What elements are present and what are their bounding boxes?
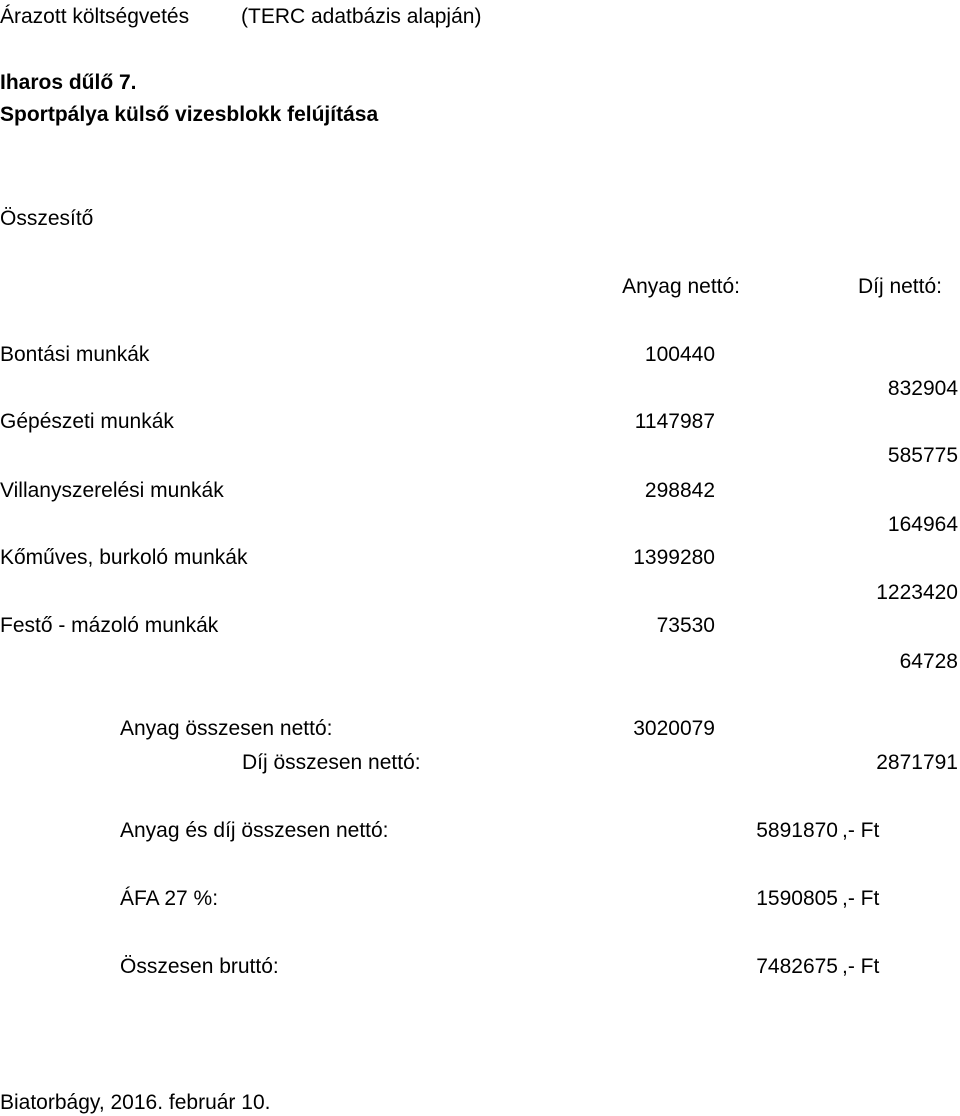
gross-total-value: 7482675	[756, 955, 838, 978]
vat-label: ÁFA 27 %:	[120, 887, 219, 910]
row-labor-value: 1223420	[876, 581, 958, 604]
row-material-value: 1147987	[634, 410, 715, 433]
row-label: Gépészeti munkák	[0, 410, 174, 433]
gross-total-label: Összesen bruttó:	[120, 955, 279, 978]
row-material-value: 298842	[644, 479, 715, 502]
row-label: Festő - mázoló munkák	[0, 614, 219, 637]
material-total-label: Anyag összesen nettó:	[120, 717, 333, 740]
row-label: Bontási munkák	[0, 343, 150, 366]
net-total-label: Anyag és díj összesen nettó:	[120, 819, 389, 842]
currency-suffix: ,- Ft	[842, 955, 880, 978]
document-title: Árazott költségvetés	[0, 5, 190, 28]
row-label: Villanyszerelési munkák	[0, 479, 224, 502]
row-material-value: 1399280	[633, 546, 715, 569]
vat-value: 1590805	[756, 887, 838, 910]
row-labor-value: 585775	[887, 444, 958, 467]
row-label: Kőműves, burkoló munkák	[0, 546, 248, 569]
source-note: (TERC adatbázis alapján)	[241, 5, 482, 28]
currency-suffix: ,- Ft	[842, 887, 880, 910]
row-material-value: 73530	[656, 614, 715, 637]
address: Iharos dűlő 7.	[0, 71, 137, 94]
row-material-value: 100440	[644, 343, 715, 366]
project-title: Sportpálya külső vizesblokk felújítása	[0, 103, 379, 126]
column-header-material: Anyag nettó:	[622, 275, 740, 298]
place-and-date: Biatorbágy, 2016. február 10.	[0, 1091, 271, 1114]
row-labor-value: 832904	[887, 377, 958, 400]
currency-suffix: ,- Ft	[842, 819, 880, 842]
material-total-value: 3020079	[633, 717, 715, 740]
net-total-value: 5891870	[756, 819, 838, 842]
labor-total-label: Díj összesen nettó:	[242, 751, 421, 774]
summary-title: Összesítő	[0, 207, 94, 230]
labor-total-value: 2871791	[876, 751, 958, 774]
row-labor-value: 64728	[899, 650, 958, 673]
column-header-labor: Díj nettó:	[857, 275, 942, 298]
row-labor-value: 164964	[887, 513, 958, 536]
